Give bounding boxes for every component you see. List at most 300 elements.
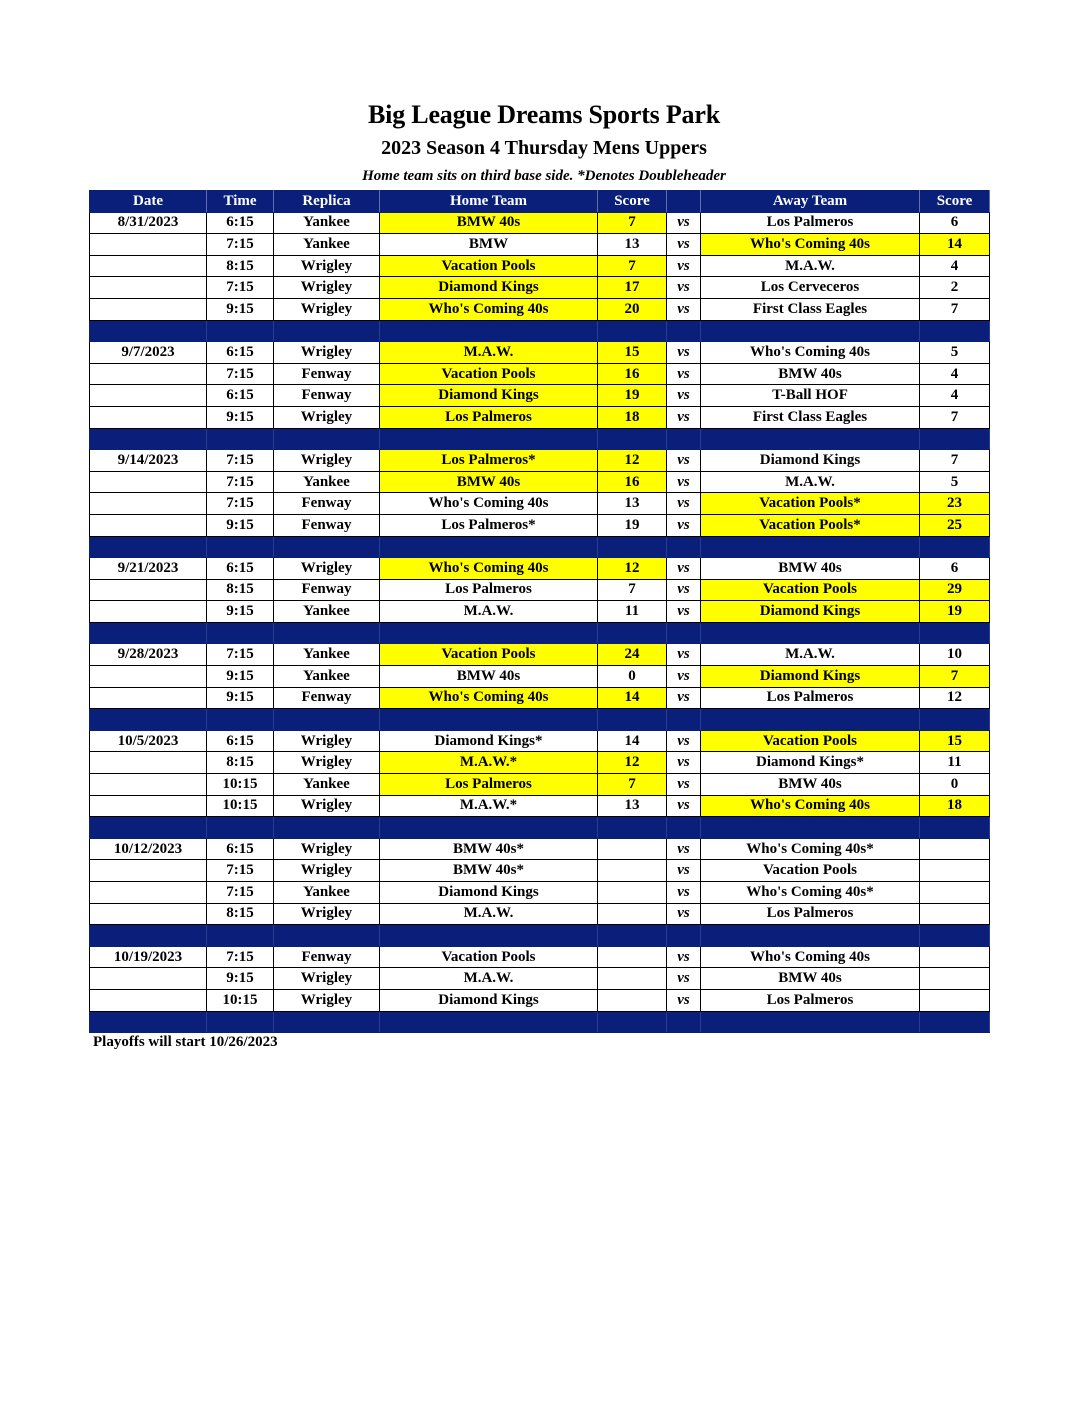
home-team-cell: M.A.W. — [380, 903, 598, 925]
vs-cell: vs — [667, 558, 701, 580]
table-row — [90, 795, 990, 817]
vs-cell: vs — [667, 514, 701, 536]
time-cell: 6:15 — [207, 385, 274, 407]
field-cell: Fenway — [274, 514, 380, 536]
vs-cell: vs — [667, 298, 701, 320]
table-row — [90, 514, 990, 536]
date-cell — [90, 363, 207, 385]
away-score-cell: 25 — [920, 514, 990, 536]
time-cell: 7:15 — [207, 644, 274, 666]
col-header-away-score: Score — [920, 191, 990, 213]
date-cell — [90, 989, 207, 1011]
separator-cell — [380, 817, 598, 839]
vs-cell: vs — [667, 687, 701, 709]
separator-cell — [667, 817, 701, 839]
away-score-cell: 4 — [920, 255, 990, 277]
separator-cell — [90, 709, 207, 731]
away-score-cell — [920, 882, 990, 904]
time-cell: 9:15 — [207, 298, 274, 320]
away-score-cell: 2 — [920, 277, 990, 299]
date-cell: 9/7/2023 — [90, 342, 207, 364]
field-cell: Wrigley — [274, 342, 380, 364]
home-score-cell — [598, 989, 667, 1011]
home-team-cell: M.A.W. — [380, 601, 598, 623]
field-cell: Yankee — [274, 601, 380, 623]
date-cell — [90, 795, 207, 817]
home-score-cell: 16 — [598, 363, 667, 385]
separator-cell — [274, 1011, 380, 1033]
vs-cell: vs — [667, 795, 701, 817]
away-score-cell: 6 — [920, 212, 990, 234]
field-cell: Fenway — [274, 687, 380, 709]
time-cell: 6:15 — [207, 838, 274, 860]
away-score-cell: 5 — [920, 342, 990, 364]
home-score-cell: 12 — [598, 558, 667, 580]
away-score-cell — [920, 860, 990, 882]
vs-cell: vs — [667, 385, 701, 407]
schedule-table — [89, 190, 990, 1033]
time-cell: 7:15 — [207, 363, 274, 385]
separator-cell — [667, 536, 701, 558]
vs-cell: vs — [667, 255, 701, 277]
table-row — [90, 903, 990, 925]
home-score-cell — [598, 882, 667, 904]
table-row — [90, 644, 990, 666]
away-team-cell: Who's Coming 40s — [701, 234, 920, 256]
separator-cell — [701, 536, 920, 558]
field-cell: Yankee — [274, 234, 380, 256]
date-cell: 9/14/2023 — [90, 450, 207, 472]
vs-cell: vs — [667, 989, 701, 1011]
table-row — [90, 471, 990, 493]
separator-cell — [274, 925, 380, 947]
away-score-cell: 6 — [920, 558, 990, 580]
away-team-cell: Los Palmeros — [701, 212, 920, 234]
table-row — [90, 298, 990, 320]
home-score-cell: 18 — [598, 406, 667, 428]
field-cell: Yankee — [274, 471, 380, 493]
separator-cell — [667, 428, 701, 450]
col-header-vs — [667, 191, 701, 213]
date-cell — [90, 385, 207, 407]
away-score-cell: 5 — [920, 471, 990, 493]
home-score-cell: 16 — [598, 471, 667, 493]
date-cell — [90, 860, 207, 882]
time-cell: 7:15 — [207, 493, 274, 515]
away-score-cell — [920, 968, 990, 990]
home-score-cell: 7 — [598, 212, 667, 234]
separator-cell — [207, 817, 274, 839]
field-cell: Fenway — [274, 946, 380, 968]
separator-cell — [90, 817, 207, 839]
away-team-cell: Who's Coming 40s* — [701, 838, 920, 860]
separator-cell — [920, 925, 990, 947]
home-team-cell: Who's Coming 40s — [380, 493, 598, 515]
table-row — [90, 882, 990, 904]
away-team-cell: M.A.W. — [701, 255, 920, 277]
time-cell: 7:15 — [207, 946, 274, 968]
table-row — [90, 406, 990, 428]
separator-cell — [90, 622, 207, 644]
week-separator — [90, 428, 990, 450]
table-row — [90, 493, 990, 515]
separator-cell — [207, 320, 274, 342]
separator-cell — [380, 1011, 598, 1033]
date-cell — [90, 579, 207, 601]
field-cell: Wrigley — [274, 752, 380, 774]
away-score-cell: 15 — [920, 730, 990, 752]
away-score-cell: 18 — [920, 795, 990, 817]
home-team-cell: M.A.W.* — [380, 795, 598, 817]
field-cell: Fenway — [274, 579, 380, 601]
date-cell — [90, 298, 207, 320]
page-title: Big League Dreams Sports Park — [368, 100, 720, 129]
table-row — [90, 212, 990, 234]
date-cell — [90, 471, 207, 493]
vs-cell: vs — [667, 450, 701, 472]
vs-cell: vs — [667, 774, 701, 796]
separator-cell — [380, 428, 598, 450]
vs-cell: vs — [667, 277, 701, 299]
home-team-cell: Los Palmeros — [380, 774, 598, 796]
separator-cell — [667, 1011, 701, 1033]
away-score-cell: 29 — [920, 579, 990, 601]
home-team-cell: Los Palmeros* — [380, 514, 598, 536]
date-cell: 10/19/2023 — [90, 946, 207, 968]
home-score-cell: 12 — [598, 450, 667, 472]
field-cell: Wrigley — [274, 903, 380, 925]
time-cell: 10:15 — [207, 795, 274, 817]
vs-cell: vs — [667, 212, 701, 234]
table-row — [90, 363, 990, 385]
separator-cell — [598, 320, 667, 342]
separator-cell — [920, 536, 990, 558]
separator-cell — [701, 1011, 920, 1033]
separator-cell — [598, 536, 667, 558]
home-team-cell: Diamond Kings* — [380, 730, 598, 752]
away-score-cell: 12 — [920, 687, 990, 709]
away-team-cell: Diamond Kings — [701, 666, 920, 688]
away-team-cell: T-Ball HOF — [701, 385, 920, 407]
table-row — [90, 558, 990, 580]
separator-cell — [207, 925, 274, 947]
home-team-cell: Los Palmeros* — [380, 450, 598, 472]
home-team-cell: BMW 40s — [380, 666, 598, 688]
separator-cell — [598, 925, 667, 947]
table-row — [90, 774, 990, 796]
separator-cell — [920, 709, 990, 731]
time-cell: 9:15 — [207, 666, 274, 688]
col-header-date: Date — [90, 191, 207, 213]
separator-cell — [701, 817, 920, 839]
field-cell: Yankee — [274, 644, 380, 666]
home-team-cell: Who's Coming 40s — [380, 687, 598, 709]
home-score-cell: 20 — [598, 298, 667, 320]
separator-cell — [701, 622, 920, 644]
away-team-cell: Diamond Kings — [701, 601, 920, 623]
separator-cell — [380, 925, 598, 947]
home-team-cell: Vacation Pools — [380, 644, 598, 666]
week-separator — [90, 817, 990, 839]
time-cell: 6:15 — [207, 342, 274, 364]
time-cell: 10:15 — [207, 774, 274, 796]
time-cell: 9:15 — [207, 968, 274, 990]
week-separator — [90, 320, 990, 342]
home-score-cell: 7 — [598, 774, 667, 796]
week-separator — [90, 925, 990, 947]
date-cell: 10/12/2023 — [90, 838, 207, 860]
vs-cell: vs — [667, 666, 701, 688]
time-cell: 7:15 — [207, 860, 274, 882]
table-row — [90, 277, 990, 299]
table-row — [90, 342, 990, 364]
separator-cell — [207, 622, 274, 644]
away-score-cell: 11 — [920, 752, 990, 774]
time-cell: 9:15 — [207, 514, 274, 536]
home-team-cell: BMW 40s* — [380, 860, 598, 882]
home-score-cell: 13 — [598, 795, 667, 817]
separator-cell — [380, 536, 598, 558]
time-cell: 10:15 — [207, 989, 274, 1011]
separator-cell — [274, 709, 380, 731]
table-row — [90, 601, 990, 623]
home-team-cell: BMW 40s — [380, 471, 598, 493]
away-score-cell — [920, 903, 990, 925]
home-score-cell: 17 — [598, 277, 667, 299]
time-cell: 7:15 — [207, 882, 274, 904]
playoffs-note: Playoffs will start 10/26/2023 — [93, 1034, 278, 1050]
field-cell: Yankee — [274, 212, 380, 234]
date-cell — [90, 666, 207, 688]
separator-cell — [207, 1011, 274, 1033]
date-cell — [90, 774, 207, 796]
field-cell: Yankee — [274, 666, 380, 688]
vs-cell: vs — [667, 234, 701, 256]
field-cell: Wrigley — [274, 298, 380, 320]
date-cell — [90, 968, 207, 990]
separator-cell — [274, 622, 380, 644]
separator-cell — [920, 622, 990, 644]
home-score-cell — [598, 946, 667, 968]
away-team-cell: First Class Eagles — [701, 298, 920, 320]
separator-cell — [274, 428, 380, 450]
away-team-cell: BMW 40s — [701, 774, 920, 796]
away-score-cell: 7 — [920, 406, 990, 428]
away-team-cell: Vacation Pools — [701, 730, 920, 752]
away-score-cell — [920, 946, 990, 968]
table-row — [90, 666, 990, 688]
home-score-cell: 13 — [598, 234, 667, 256]
separator-cell — [701, 320, 920, 342]
table-row — [90, 838, 990, 860]
home-score-cell: 15 — [598, 342, 667, 364]
week-separator — [90, 622, 990, 644]
time-cell: 7:15 — [207, 450, 274, 472]
field-cell: Wrigley — [274, 968, 380, 990]
home-score-cell: 24 — [598, 644, 667, 666]
field-cell: Fenway — [274, 385, 380, 407]
table-row — [90, 579, 990, 601]
home-score-cell: 11 — [598, 601, 667, 623]
col-header-replica: Replica — [274, 191, 380, 213]
separator-cell — [207, 709, 274, 731]
home-team-cell: Los Palmeros — [380, 406, 598, 428]
away-score-cell: 4 — [920, 363, 990, 385]
vs-cell: vs — [667, 579, 701, 601]
separator-cell — [207, 536, 274, 558]
home-team-cell: Vacation Pools — [380, 946, 598, 968]
time-cell: 7:15 — [207, 471, 274, 493]
home-team-cell: BMW — [380, 234, 598, 256]
home-team-cell: Vacation Pools — [380, 255, 598, 277]
time-cell: 8:15 — [207, 903, 274, 925]
separator-cell — [274, 320, 380, 342]
separator-cell — [90, 428, 207, 450]
home-score-cell — [598, 968, 667, 990]
field-cell: Wrigley — [274, 277, 380, 299]
home-score-cell: 14 — [598, 730, 667, 752]
week-separator — [90, 709, 990, 731]
date-cell — [90, 882, 207, 904]
separator-cell — [207, 428, 274, 450]
separator-cell — [598, 1011, 667, 1033]
separator-cell — [274, 536, 380, 558]
separator-cell — [920, 428, 990, 450]
separator-cell — [920, 1011, 990, 1033]
home-score-cell: 7 — [598, 255, 667, 277]
vs-cell: vs — [667, 471, 701, 493]
home-score-cell: 12 — [598, 752, 667, 774]
schedule-body — [90, 212, 990, 1033]
home-team-cell: M.A.W. — [380, 342, 598, 364]
time-cell: 8:15 — [207, 752, 274, 774]
field-cell: Wrigley — [274, 795, 380, 817]
away-team-cell: Who's Coming 40s — [701, 342, 920, 364]
separator-cell — [701, 428, 920, 450]
time-cell: 6:15 — [207, 212, 274, 234]
home-score-cell — [598, 838, 667, 860]
date-cell: 9/21/2023 — [90, 558, 207, 580]
separator-cell — [380, 320, 598, 342]
date-cell — [90, 903, 207, 925]
separator-cell — [380, 622, 598, 644]
date-cell — [90, 277, 207, 299]
away-score-cell — [920, 838, 990, 860]
away-team-cell: Who's Coming 40s — [701, 795, 920, 817]
field-cell: Wrigley — [274, 255, 380, 277]
vs-cell: vs — [667, 838, 701, 860]
away-score-cell: 14 — [920, 234, 990, 256]
vs-cell: vs — [667, 601, 701, 623]
away-team-cell: BMW 40s — [701, 558, 920, 580]
home-team-cell: Vacation Pools — [380, 363, 598, 385]
away-team-cell: Los Palmeros — [701, 687, 920, 709]
away-score-cell: 0 — [920, 774, 990, 796]
field-cell: Wrigley — [274, 730, 380, 752]
week-separator — [90, 536, 990, 558]
vs-cell: vs — [667, 903, 701, 925]
time-cell: 6:15 — [207, 558, 274, 580]
vs-cell: vs — [667, 644, 701, 666]
col-header-home-score: Score — [598, 191, 667, 213]
home-team-cell: BMW 40s* — [380, 838, 598, 860]
away-team-cell: M.A.W. — [701, 471, 920, 493]
separator-cell — [667, 622, 701, 644]
time-cell: 8:15 — [207, 255, 274, 277]
away-team-cell: Who's Coming 40s — [701, 946, 920, 968]
date-cell: 8/31/2023 — [90, 212, 207, 234]
separator-cell — [90, 1011, 207, 1033]
vs-cell: vs — [667, 946, 701, 968]
field-cell: Yankee — [274, 774, 380, 796]
home-team-cell: Diamond Kings — [380, 277, 598, 299]
home-team-cell: M.A.W.* — [380, 752, 598, 774]
table-row — [90, 860, 990, 882]
home-team-cell: Diamond Kings — [380, 385, 598, 407]
home-team-cell: Diamond Kings — [380, 882, 598, 904]
col-header-away-team: Away Team — [701, 191, 920, 213]
date-cell — [90, 752, 207, 774]
separator-cell — [598, 817, 667, 839]
field-cell: Fenway — [274, 493, 380, 515]
away-team-cell: M.A.W. — [701, 644, 920, 666]
separator-cell — [667, 709, 701, 731]
week-separator — [90, 1011, 990, 1033]
separator-cell — [701, 709, 920, 731]
field-cell: Fenway — [274, 363, 380, 385]
separator-cell — [667, 320, 701, 342]
table-row — [90, 234, 990, 256]
separator-cell — [701, 925, 920, 947]
home-team-cell: Diamond Kings — [380, 989, 598, 1011]
away-team-cell: Vacation Pools — [701, 860, 920, 882]
away-score-cell — [920, 989, 990, 1011]
home-score-cell: 19 — [598, 385, 667, 407]
away-team-cell: Diamond Kings — [701, 450, 920, 472]
vs-cell: vs — [667, 730, 701, 752]
away-team-cell: Diamond Kings* — [701, 752, 920, 774]
home-score-cell: 14 — [598, 687, 667, 709]
table-header-row — [90, 191, 990, 213]
vs-cell: vs — [667, 752, 701, 774]
home-score-cell — [598, 903, 667, 925]
separator-cell — [90, 320, 207, 342]
vs-cell: vs — [667, 342, 701, 364]
table-row — [90, 255, 990, 277]
separator-cell — [598, 709, 667, 731]
home-score-cell: 7 — [598, 579, 667, 601]
vs-cell: vs — [667, 968, 701, 990]
vs-cell: vs — [667, 493, 701, 515]
date-cell — [90, 687, 207, 709]
table-row — [90, 385, 990, 407]
away-team-cell: Vacation Pools* — [701, 493, 920, 515]
schedule-note: Home team sits on third base side. *Denotes Doubleheader — [362, 168, 726, 184]
away-score-cell: 7 — [920, 450, 990, 472]
date-cell — [90, 601, 207, 623]
time-cell: 7:15 — [207, 277, 274, 299]
date-cell — [90, 406, 207, 428]
home-team-cell: Who's Coming 40s — [380, 558, 598, 580]
away-team-cell: Los Palmeros — [701, 903, 920, 925]
separator-cell — [598, 428, 667, 450]
separator-cell — [920, 817, 990, 839]
vs-cell: vs — [667, 882, 701, 904]
page-subtitle: 2023 Season 4 Thursday Mens Uppers — [381, 137, 707, 159]
away-team-cell: BMW 40s — [701, 968, 920, 990]
table-row — [90, 946, 990, 968]
time-cell: 6:15 — [207, 730, 274, 752]
